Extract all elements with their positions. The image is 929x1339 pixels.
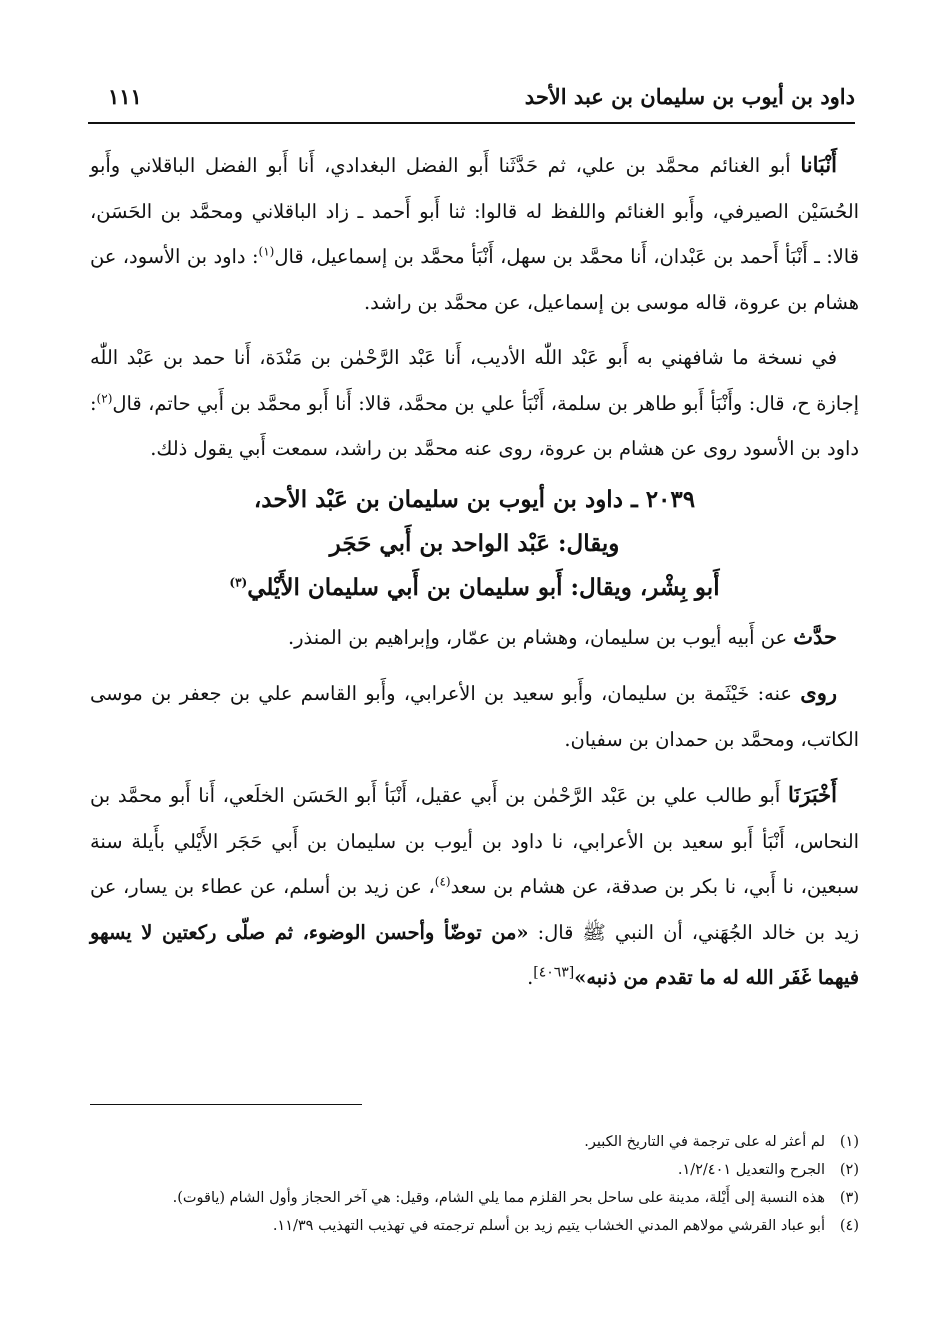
entry-heading-line-3 <box>90 566 859 610</box>
footnote-marker[interactable]: (٢) <box>96 391 113 406</box>
footnote-1 <box>90 1128 859 1156</box>
footnote-2 <box>90 1156 859 1184</box>
footnote-4 <box>90 1212 859 1240</box>
paragraph-2 <box>90 335 859 472</box>
paragraph-keyword: أَنْبَانا <box>800 152 837 177</box>
hadith-quote: «من توضّأ وأحسن الوضوء، ثم صلّى ركعتين لا يسهو فيهما غَفَر الله له ما تقدم من ذنبه» <box>90 920 859 989</box>
footnote-number: (٢) <box>839 1162 859 1178</box>
paragraph-text: أبو الغنائم محمَّد بن علي، ثم حَدَّثَنا أَبو الفضل البغدادي، أَنا أَبو الفضل الباقلاني وأَبو الحُسَيْن الصيرفي، وأَبو الغنائم واللفظ له قالوا: ثنا أَبو أَحمد ـ زاد الباقلاني ومحمَّد بن الحَسَن، قالا: ـ أَنْبَأ أَحمد بن عَبْدان، أَنا محمَّد بن سهل، أَنْبَأ محمَّد بن إسماعيل، قال <box>90 154 859 268</box>
footnote-text: هذه النسبة إلى أَيْلة، مدينة على ساحل بحر القلزم مما يلي الشام، وقيل: هي آخر الحجاز وأول الشام (ياقوت). <box>172 1190 825 1206</box>
paragraph-text: عن أَبيه أيوب بن سليمان، وهشام بن عمّار، وإبراهيم بن المنذر. <box>288 625 794 649</box>
footnote-marker[interactable]: (١) <box>258 244 275 259</box>
footnote-divider <box>90 1104 362 1105</box>
hadith-reference-number: [٤٠٦٣] <box>533 964 575 981</box>
footnote-text: لم أعثر له على ترجمة في التاريخ الكبير. <box>584 1134 825 1150</box>
page-header <box>88 80 855 124</box>
entry-heading-line-2: ويقال: عَبْد الواحد بن أَبي حَجَر <box>329 529 620 557</box>
paragraph-text: : داود بن الأسود، عن هشام بن عروة، قاله موسى بن إسماعيل، عن محمَّد بن راشد. <box>90 245 859 314</box>
main-text <box>90 142 859 1001</box>
running-title: داود بن أيوب بن سليمان بن عبد الأحد <box>524 84 855 109</box>
footnotes <box>90 1128 859 1240</box>
entry-heading-text: أَبو بِشْر، ويقال: أَبو سليمان بن أَبي سليمان الأَيْلي <box>247 573 720 601</box>
paragraph-1 <box>90 142 859 325</box>
paragraph-text: ، عن زيد بن أسلم، عن عطاء بن يسار، عن زيد بن خالد الجُهَني، أن النبي ﷺ قال: <box>90 875 860 944</box>
paragraph-text: في نسخة ما شافهني به أَبو عَبْد اللّٰه الأديب، أَنا عَبْد الرَّحْمٰن بن مَنْدَة، أَنا حمد بن عَبْد اللّٰه إجازة ح، قال: وأَنْبَأ أَبو طاهر بن سلمة، أَنْبَأ علي بن محمَّد، قالا: أَنا أَبو محمَّد بن أَبي حاتم، قال <box>90 346 859 415</box>
footnote-number: (١) <box>839 1134 859 1150</box>
entry-heading-line-1: ٢٠٣٩ ـ داود بن أيوب بن سليمان بن عَبْد الأحد، <box>253 485 696 513</box>
paragraph-5 <box>90 772 859 1001</box>
footnote-number: (٤) <box>839 1218 859 1234</box>
paragraph-keyword: حدَّث <box>793 623 837 649</box>
footnote-text: أبو عباد القرشي مولاهم المدني الخشاب يتيم زيد بن أسلم ترجمته في تهذيب التهذيب ١١/٣٩. <box>272 1218 825 1234</box>
paragraph-keyword: أَخْبَرَنَا <box>788 782 837 807</box>
page-number: ١١١ <box>108 84 142 109</box>
footnote-marker[interactable]: (٣) <box>229 574 248 589</box>
paragraph-keyword: روى <box>800 680 837 705</box>
footnote-text: الجرح والتعديل ١/٢/٤٠١. <box>677 1162 825 1178</box>
paragraph-text: أَبو طالب علي بن عَبْد الرَّحْمٰن بن أَبي عقيل، أَنْبَأ أَبو الحَسَن الخلَعي، أَنا أَبو محمَّد بن النحاس، أَنْبَأ أَبو سعيد بن الأعرابي، نا داود بن أيوب بن سليمان بن أَبي حَجَر الأَيْلي بأَيلة سنة سبعين، نا أَبي، نا بكر بن صدقة، عن هشام بن سعد <box>90 784 859 898</box>
paragraph-end: . <box>527 966 534 989</box>
footnote-marker[interactable]: (٤) <box>434 874 451 889</box>
paragraph-text: عنه: خَيْثَمة بن سليمان، وأَبو سعيد بن الأعرابي، وأَبو القاسم علي بن جعفر بن موسى الكاتب، ومحمَّد بن حمدان بن سفيان. <box>90 682 859 751</box>
paragraph-text: : داود بن الأسود روى عن هشام بن عروة، روى عنه محمَّد بن راشد، سمعت أَبي يقول ذلك. <box>90 391 859 460</box>
paragraph-3 <box>90 614 859 661</box>
paragraph-4 <box>90 670 859 762</box>
footnote-number: (٣) <box>839 1190 859 1206</box>
footnote-3 <box>90 1184 859 1212</box>
entry-heading <box>90 478 859 610</box>
